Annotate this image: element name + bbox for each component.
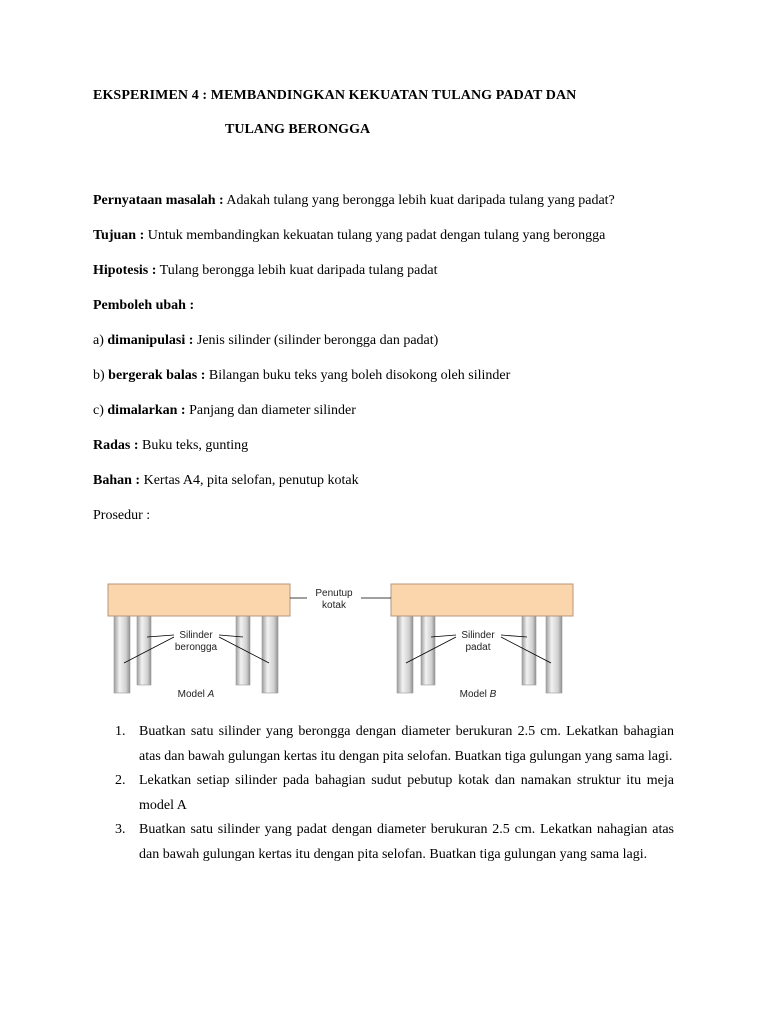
- responding-label: bergerak balas :: [108, 368, 206, 383]
- hypothesis: [93, 263, 438, 279]
- apparatus: [93, 438, 248, 454]
- responding-text: Bilangan buku teks yang boleh disokong oleh silinder: [205, 368, 511, 383]
- model-a-cylinder-label-line1: Silinder: [179, 630, 213, 641]
- model-a-caption-letter: A: [207, 689, 215, 700]
- model-a-front-left-cylinder: [114, 615, 130, 693]
- model-a-back-right-cylinder: [236, 615, 250, 685]
- step-number: 1.: [115, 724, 126, 739]
- materials: [93, 473, 359, 489]
- constant-text: Panjang dan diameter silinder: [185, 403, 356, 418]
- hypothesis-label: Hipotesis :: [93, 263, 157, 278]
- model-b-caption-prefix: Model: [459, 689, 490, 700]
- manipulated-prefix: a): [93, 333, 108, 348]
- model-b-front-right-cylinder: [546, 615, 562, 693]
- model-b-back-right-cylinder: [522, 615, 536, 685]
- model-a-front-right-cylinder: [262, 615, 278, 693]
- procedure-step: [112, 818, 674, 867]
- experiment-models-figure: [99, 575, 581, 705]
- model-b-caption: [460, 689, 497, 700]
- model-a-caption-prefix: Model: [177, 689, 208, 700]
- constant-prefix: c): [93, 403, 108, 418]
- manipulated-label: dimanipulasi :: [107, 333, 194, 348]
- problem-statement-label: Pernyataan masalah :: [93, 193, 224, 208]
- model-b-back-left-cylinder: [421, 615, 435, 685]
- step-text: Buatkan satu silinder yang padat dengan diameter berukuran 2.5 cm. Lekatkan nahagian atas dan bawah gulungan kertas itu dengan pita selofan. Buatkan tiga gulungan yang sama lagi.: [139, 822, 674, 862]
- document-title-continued: TULANG BERONGGA: [225, 122, 371, 137]
- model-b-caption-letter: B: [489, 689, 497, 700]
- objective-label: Tujuan :: [93, 228, 145, 243]
- step-number: 3.: [115, 822, 126, 837]
- model-b-cylinder-label-line2: padat: [465, 642, 491, 653]
- procedure-step: [112, 769, 674, 818]
- materials-text: Kertas A4, pita selofan, penutup kotak: [140, 473, 359, 488]
- constant-variable: [93, 403, 356, 419]
- model-a-cylinder-label-line2: berongga: [174, 642, 218, 653]
- variables-heading-label: Pemboleh ubah :: [93, 298, 195, 313]
- responding-prefix: b): [93, 368, 109, 383]
- model-a-lid: [108, 584, 290, 616]
- model-b-front-left-cylinder: [397, 615, 413, 693]
- step-text: Buatkan satu silinder yang berongga dengan diameter berukuran 2.5 cm. Lekatkan bahagian atas dan bawah gulungan kertas itu dengan pita selofan. Buatkan tiga gulungan yang sama lagi.: [139, 724, 674, 764]
- procedure-heading: Prosedur :: [93, 508, 151, 523]
- apparatus-text: Buku teks, gunting: [138, 438, 249, 453]
- variables-heading: [93, 298, 194, 314]
- hypothesis-text: Tulang berongga lebih kuat daripada tulang padat: [156, 263, 438, 278]
- step-number: 2.: [115, 773, 126, 788]
- step-text: Lekatkan setiap silinder pada bahagian sudut pebutup kotak dan namakan struktur itu meja model A: [139, 773, 674, 813]
- model-b-lid: [391, 584, 573, 616]
- problem-statement-text: Adakah tulang yang berongga lebih kuat daripada tulang yang padat?: [223, 193, 615, 208]
- problem-statement: [93, 193, 615, 209]
- objective: [93, 228, 605, 244]
- manipulated-variable: [93, 333, 438, 349]
- manipulated-text: Jenis silinder (silinder berongga dan padat): [193, 333, 439, 348]
- model-b-cylinder-label-line1: Silinder: [461, 630, 495, 641]
- materials-label: Bahan :: [93, 473, 141, 488]
- lid-label-line2: kotak: [322, 600, 346, 611]
- procedure-step: [112, 720, 674, 769]
- procedure-steps: [112, 720, 674, 867]
- lid-label-line1: Penutup: [315, 588, 353, 599]
- apparatus-label: Radas :: [93, 438, 139, 453]
- responding-variable: [93, 368, 510, 384]
- document-title: EKSPERIMEN 4 : MEMBANDINGKAN KEKUATAN TULANG PADAT DAN: [93, 88, 577, 103]
- constant-label: dimalarkan :: [107, 403, 186, 418]
- model-a-caption: [178, 689, 215, 700]
- objective-text: Untuk membandingkan kekuatan tulang yang padat dengan tulang yang berongga: [144, 228, 606, 243]
